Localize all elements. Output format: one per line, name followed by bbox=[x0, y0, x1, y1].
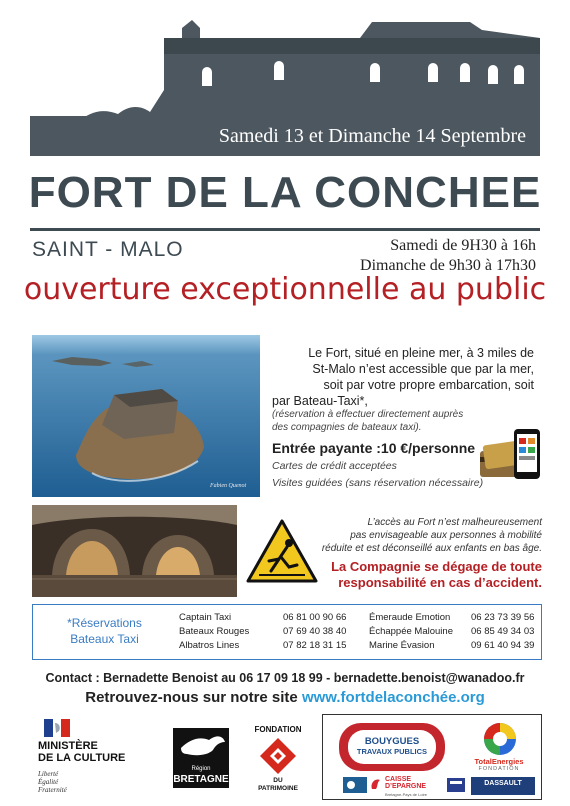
bouygues-name: BOUYGUES bbox=[364, 736, 420, 747]
taxi-companies-left bbox=[179, 611, 249, 653]
fondation-bottom-line: DU bbox=[273, 777, 283, 784]
website-link[interactable]: www.fortdelaconchée.org bbox=[301, 689, 485, 706]
taxi-phone: 07 82 18 31 15 bbox=[283, 640, 347, 651]
liability-disclaimer bbox=[318, 559, 542, 591]
access-info-line: soit par votre propre embarcation, soit bbox=[323, 378, 534, 392]
taxi-company: Émeraude Emotion bbox=[369, 612, 451, 623]
taxi-company: Marine Évasion bbox=[369, 640, 435, 651]
bretagne-hermine-icon bbox=[173, 728, 229, 768]
opening-hours bbox=[360, 236, 536, 276]
ministere-culture-logo bbox=[38, 719, 153, 794]
taxi-phone: 06 81 00 90 66 bbox=[283, 612, 347, 623]
region-bretagne-logo bbox=[173, 728, 229, 788]
fondation-diamond-icon bbox=[245, 736, 311, 776]
page-title: FORT DE LA CONCHEE bbox=[28, 168, 542, 217]
marianne-flag-icon bbox=[44, 719, 70, 737]
caisse-epargne-squirrel-icon bbox=[369, 777, 383, 791]
boat-taxi-label-line: Bateaux Taxi bbox=[70, 632, 139, 646]
bouygues-sub: TRAVAUX PUBLICS bbox=[356, 747, 428, 756]
hours-saturday: Samedi de 9H30 à 16h bbox=[390, 237, 536, 254]
ministere-name bbox=[38, 740, 125, 764]
partner-logo-icon bbox=[447, 778, 465, 792]
access-info-line: Le Fort, situé en pleine mer, à 3 miles de bbox=[308, 346, 534, 360]
credit-cards-text: Cartes de crédit acceptées bbox=[272, 460, 397, 472]
bretagne-label: Région bbox=[191, 766, 211, 772]
contact-line: Contact : Bernadette Benoist au 06 17 09 18 99 - bernadette.benoist@wanadoo.fr bbox=[45, 671, 525, 685]
caisse-epargne-sub: Bretagne-Pays de Loire bbox=[385, 792, 428, 797]
dassault-logo: DASSAULT bbox=[471, 777, 535, 795]
access-info-line: par Bateau-Taxi*, bbox=[272, 394, 368, 408]
access-info-line: St-Malo n’est accessible que par la mer, bbox=[312, 362, 534, 376]
payment-methods-icon bbox=[478, 425, 542, 495]
fort-photo bbox=[32, 335, 260, 497]
fondation-top-label: FONDATION bbox=[254, 725, 302, 734]
accessibility-line: pas envisageable aux personnes à mobilité bbox=[350, 530, 542, 541]
republic-motto bbox=[38, 770, 67, 794]
fondation-bottom-line: PATRIMOINE bbox=[258, 785, 298, 792]
totalenergies-sub: FONDATION bbox=[478, 766, 520, 772]
motto-line: Égalité bbox=[38, 778, 59, 786]
taxi-company: Bateaux Rouges bbox=[179, 626, 250, 637]
subtitle: ouverture exceptionnelle au public bbox=[23, 272, 547, 307]
disclaimer-line: responsabilité en cas d’accident. bbox=[338, 575, 542, 590]
taxi-phone: 06 23 73 39 56 bbox=[471, 612, 535, 623]
ministere-name-line: MINISTÈRE bbox=[38, 740, 98, 752]
reservation-note-line: des compagnies de bateaux taxi). bbox=[272, 422, 422, 433]
taxi-phone: 07 69 40 38 40 bbox=[283, 626, 347, 637]
reservation-note-line: (réservation à effectuer directement auprès bbox=[272, 409, 464, 420]
guided-tours-text: Visites guidées (sans réservation nécessaire) bbox=[272, 477, 484, 489]
taxi-phone: 09 61 40 94 39 bbox=[471, 640, 535, 651]
event-dates: Samedi 13 et Dimanche 14 Septembre bbox=[218, 125, 526, 147]
caisse-line: D’EPARGNE bbox=[385, 783, 427, 790]
bouygues-logo-inner bbox=[348, 730, 436, 764]
website-prefix: Retrouvez-nous sur notre site bbox=[85, 689, 302, 706]
caisse-epargne-name bbox=[385, 776, 426, 790]
interior-photo bbox=[32, 505, 237, 597]
header-banner bbox=[30, 8, 540, 156]
city-label: SAINT - MALO bbox=[32, 238, 184, 261]
caisse-line: CAISSE bbox=[385, 776, 412, 783]
website-line bbox=[0, 689, 570, 706]
boat-taxi-label bbox=[47, 615, 162, 647]
taxi-company: Captain Taxi bbox=[179, 612, 232, 623]
boat-taxi-label-line: *Réservations bbox=[67, 616, 142, 630]
access-info bbox=[272, 345, 534, 409]
fondation-bottom-label bbox=[245, 777, 311, 793]
motto-line: Fraternité bbox=[38, 786, 67, 794]
taxi-company: Échappée Malouine bbox=[369, 626, 453, 637]
entry-price: Entrée payante :10 €/personne bbox=[272, 440, 476, 456]
totalenergies-name: TotalEnergies bbox=[474, 757, 524, 766]
photo-credit: Fabien Quenot bbox=[210, 483, 247, 489]
motto-line: Liberté bbox=[38, 770, 59, 778]
taxi-company: Albatros Lines bbox=[179, 640, 240, 651]
ministere-name-line: DE LA CULTURE bbox=[38, 752, 126, 764]
taxi-phone: 06 85 49 34 03 bbox=[471, 626, 535, 637]
bretagne-name: BRETAGNE bbox=[173, 774, 229, 785]
boat-taxi-box bbox=[32, 604, 542, 660]
taxi-phones-left bbox=[283, 611, 346, 653]
sponsors-box bbox=[322, 714, 542, 800]
taxi-phones-right bbox=[471, 611, 534, 653]
hours-sunday: Dimanche de 9h30 à 17h30 bbox=[360, 257, 536, 274]
bank-logo-icon bbox=[343, 777, 367, 793]
accessibility-line: L’accès au Fort n’est malheureusement bbox=[367, 517, 542, 528]
bouygues-logo bbox=[339, 723, 445, 771]
title-divider bbox=[30, 228, 540, 231]
taxi-companies-right bbox=[369, 611, 453, 653]
fondation-patrimoine-logo bbox=[245, 725, 311, 795]
disclaimer-line: La Compagnie se dégage de toute bbox=[331, 559, 542, 574]
accessibility-notice bbox=[270, 516, 542, 555]
accessibility-line: réduite et est déconseillé aux enfants en bas âge. bbox=[321, 543, 542, 554]
totalenergies-icon bbox=[480, 721, 520, 757]
